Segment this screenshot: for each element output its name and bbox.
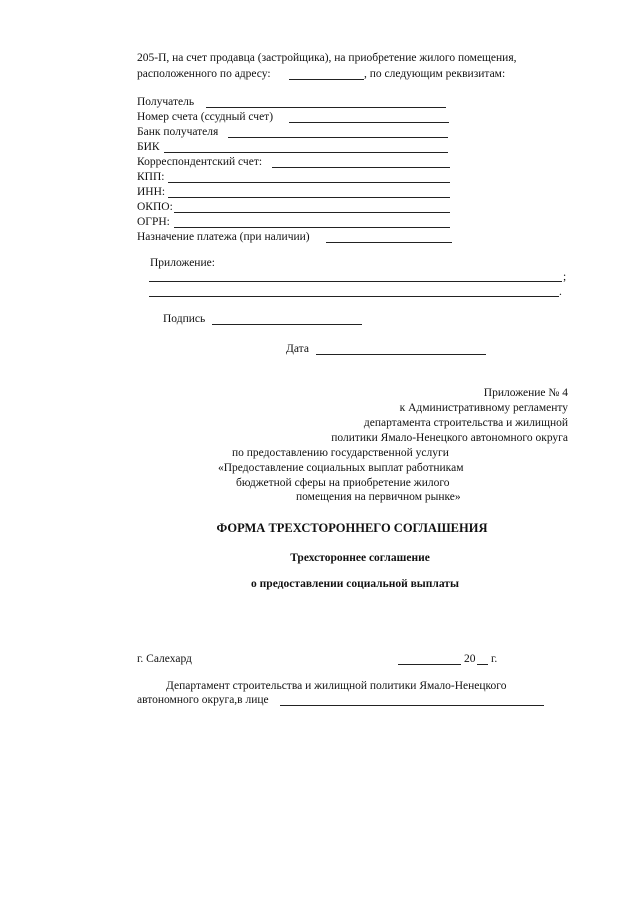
attachment-end-2: . <box>559 286 562 298</box>
form-title: ФОРМА ТРЕХСТОРОННЕГО СОГЛАШЕНИЯ <box>216 521 488 535</box>
signature-blank <box>212 324 362 325</box>
appendix-header-line-1: Приложение № 4 <box>483 387 568 399</box>
address-blank <box>289 79 364 80</box>
attachment-label: Приложение: <box>150 257 215 269</box>
field-kpp: КПП: <box>137 171 165 183</box>
date-blank <box>316 354 486 355</box>
field-bank: Банк получателя <box>137 126 219 138</box>
year-prefix: 20 <box>464 653 476 665</box>
attachment-line-2 <box>149 296 559 297</box>
field-kpp-blank <box>168 182 450 183</box>
field-inn: ИНН: <box>137 186 166 198</box>
appendix-header-line-7: бюджетной сферы на приобретение жилого <box>236 477 450 489</box>
appendix-header-line-8: помещения на первичном рынке» <box>296 491 461 503</box>
field-okpo-blank <box>174 212 450 213</box>
dept-line-2: автономного округа,в лице <box>137 694 269 706</box>
field-corr-account-blank <box>272 167 450 168</box>
attachment-line-1 <box>149 281 562 282</box>
field-ogrn-blank <box>174 227 450 228</box>
field-payment-purpose-blank <box>326 242 452 243</box>
appendix-header-line-3: департамента строительства и жилищной <box>363 417 568 429</box>
field-account-blank <box>289 122 449 123</box>
field-recipient-blank <box>206 107 446 108</box>
field-recipient: Получатель <box>137 96 195 108</box>
field-okpo: ОКПО: <box>137 201 173 213</box>
field-bank-blank <box>228 137 448 138</box>
dept-representative-blank <box>280 705 544 706</box>
field-bik: БИК <box>137 141 160 153</box>
field-ogrn: ОГРН: <box>137 216 170 228</box>
appendix-header-line-5: по предоставлению государственной услуги <box>232 447 449 459</box>
appendix-header-line-4: политики Ямало-Ненецкого автономного округа <box>331 432 568 444</box>
intro-line-2-start: расположенного по адресу: <box>137 68 271 80</box>
appendix-header-line-2: к Административному регламенту <box>399 402 568 414</box>
appendix-header-line-6: «Предоставление социальных выплат работникам <box>218 462 464 474</box>
field-corr-account: Корреспондентский счет: <box>137 156 263 168</box>
year-suffix: г. <box>491 653 498 665</box>
field-account: Номер счета (ссудный счет) <box>137 111 274 123</box>
agreement-title-1: Трехстороннее соглашение <box>290 552 430 564</box>
attachment-end-1: ; <box>563 271 567 283</box>
intro-line-1: 205-П, на счет продавца (застройщика), на приобретение жилого помещения, <box>137 52 517 64</box>
city: г. Салехард <box>137 653 192 665</box>
signature-label: Подпись <box>163 313 206 325</box>
agreement-title-2: о предоставлении социальной выплаты <box>251 578 459 590</box>
date-day-blank <box>398 664 461 665</box>
field-payment-purpose: Назначение платежа (при наличии) <box>137 231 310 243</box>
year-blank <box>477 664 488 665</box>
field-inn-blank <box>168 197 450 198</box>
intro-line-2-end: , по следующим реквизитам: <box>364 68 506 80</box>
field-bik-blank <box>164 152 448 153</box>
date-label: Дата <box>286 343 309 355</box>
dept-line-1: Департамент строительства и жилищной политики Ямало-Ненецкого <box>166 680 507 692</box>
